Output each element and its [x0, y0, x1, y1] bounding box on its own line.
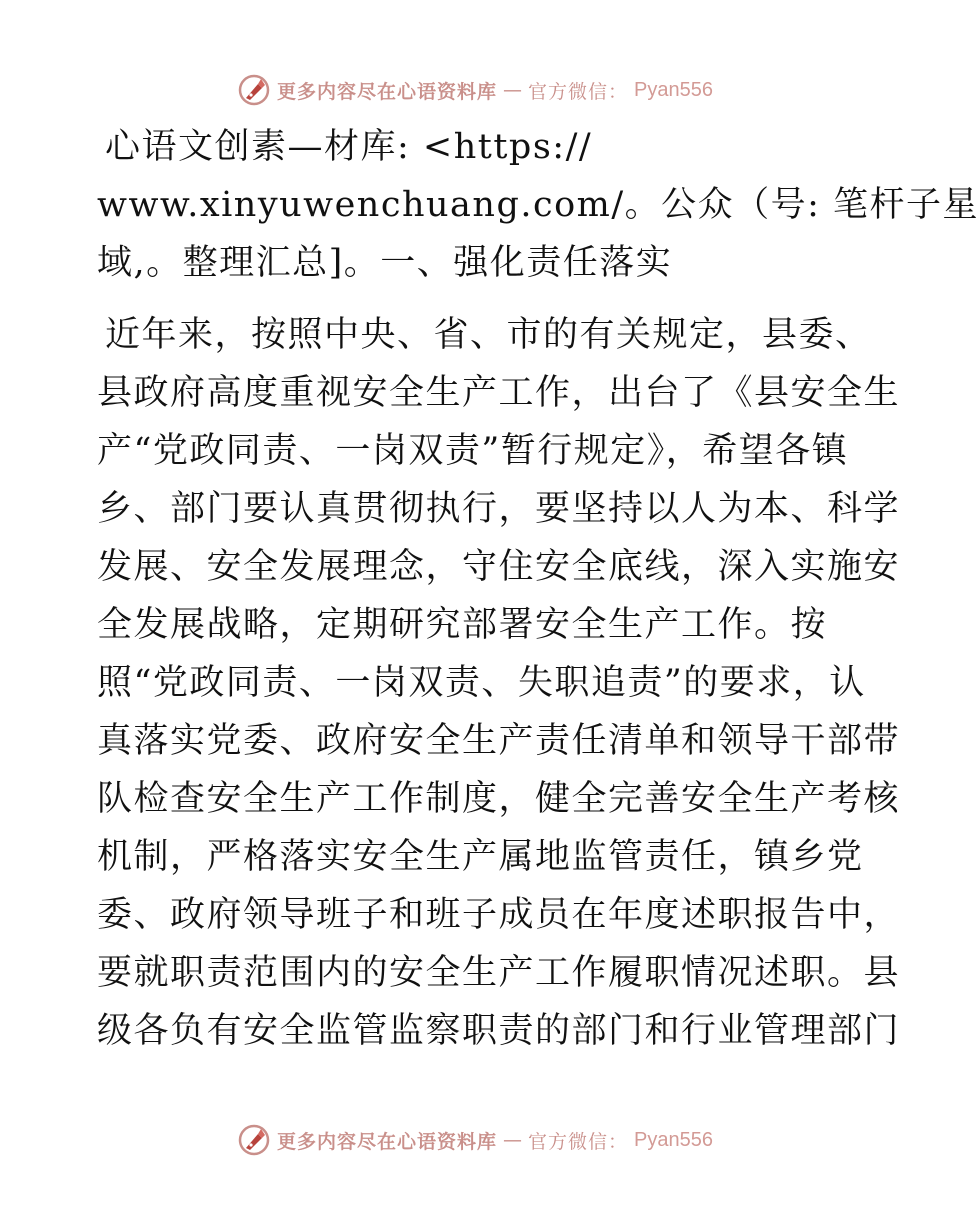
text-line: 县政府高度重视安全生产工作，出台了《县安全生 [97, 373, 901, 413]
document-body [97, 118, 979, 1060]
banner-separator: — [503, 79, 523, 101]
banner-brand-text: 更多内容尽在心语资料库 [277, 80, 498, 103]
text-line: 要就职责范围内的安全生产工作履职情况述职。县 [97, 953, 901, 993]
text-line: 队检查安全生产工作制度，健全完善安全生产考核 [97, 779, 901, 819]
footer-watermark-banner [0, 1122, 950, 1158]
pen-nib-circle-icon [237, 73, 271, 107]
text-line: 发展、安全发展理念，守住安全底线，深入实施安 [97, 547, 901, 587]
text-line: 心语文创素—材库: <https:// [105, 127, 593, 167]
pen-nib-circle-icon [237, 1123, 271, 1157]
banner-wechat-handle: Pyan556 [634, 1128, 713, 1151]
banner-wechat-label: 官方微信： [528, 1130, 629, 1153]
text-line: 域,。整理汇总]。一、强化责任落实 [97, 243, 673, 283]
paragraph-body [97, 306, 901, 1060]
text-line: 真落实党委、政府安全生产责任清单和领导干部带 [97, 721, 901, 761]
text-line: 照“党政同责、一岗双责、失职追责”的要求，认 [97, 663, 866, 703]
banner-wechat-handle: Pyan556 [634, 78, 713, 101]
paragraph-intro [97, 118, 979, 292]
text-line: 委、政府领导班子和班子成员在年度述职报告中， [97, 895, 901, 935]
text-line: 产“党政同责、一岗双责”暂行规定》，希望各镇 [97, 431, 849, 471]
text-line: 级各负有安全监管监察职责的部门和行业管理部门 [97, 1011, 901, 1051]
text-line: 乡、部门要认真贯彻执行，要坚持以人为本、科学 [97, 489, 901, 529]
banner-separator: — [503, 1129, 523, 1151]
text-line: 近年来，按照中央、省、市的有关规定，县委、 [105, 315, 872, 355]
text-line: www.xinyuwenchuang.com/。公众（号: 笔杆子星 [97, 185, 979, 225]
banner-brand-text: 更多内容尽在心语资料库 [277, 1130, 498, 1153]
text-line: 全发展战略，定期研究部署安全生产工作。按 [97, 605, 828, 645]
header-watermark-banner [0, 72, 950, 108]
text-line: 机制，严格落实安全生产属地监管责任，镇乡党 [97, 837, 864, 877]
banner-wechat-label: 官方微信： [528, 80, 629, 103]
